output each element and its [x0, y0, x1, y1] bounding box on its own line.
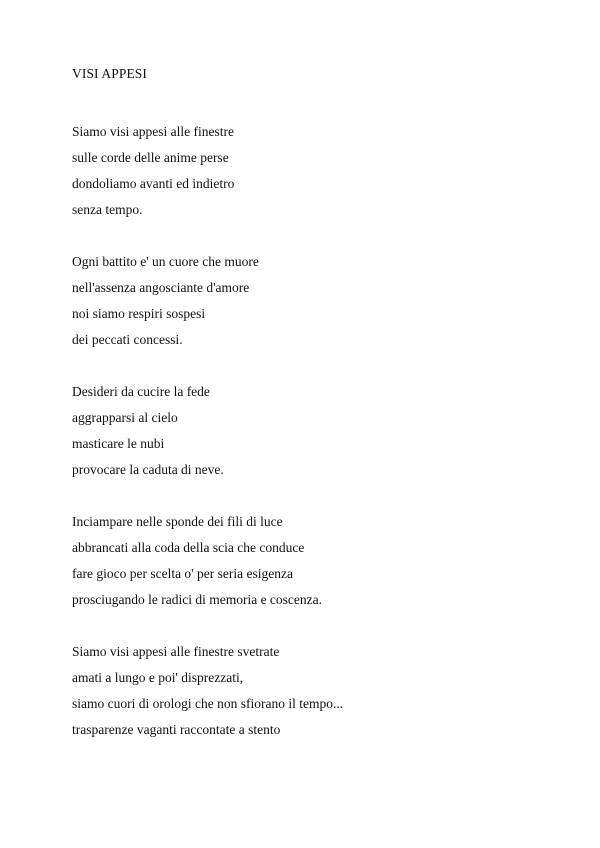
- poem-line: senza tempo.: [72, 202, 143, 218]
- poem-line: dondoliamo avanti ed indietro: [72, 176, 235, 192]
- poem-line: Siamo visi appesi alle finestre svetrate: [72, 643, 280, 659]
- stanza-2: [72, 249, 552, 353]
- poem-line: abbrancati alla coda della scia che conduce: [72, 539, 305, 555]
- poem-line: fare gioco per scelta o' per seria esigenza: [72, 565, 293, 581]
- stanza-1: [72, 119, 552, 223]
- poem-line: trasparenze vaganti raccontate a stento: [72, 721, 281, 737]
- stanza-4: [72, 509, 552, 613]
- poem-line: siamo cuori di orologi che non sfiorano il tempo...: [72, 695, 344, 711]
- poem-line: Siamo visi appesi alle finestre: [72, 124, 234, 139]
- poem-line: noi siamo respiri sospesi: [72, 306, 206, 322]
- poem-line: Inciampare nelle sponde dei fili di luce: [72, 513, 283, 529]
- poem-line: dei peccati concessi.: [72, 332, 183, 348]
- poem-line: sulle corde delle anime perse: [72, 150, 229, 166]
- poem-title: VISI APPESI: [72, 66, 147, 81]
- poem-line: aggrapparsi al cielo: [72, 409, 178, 425]
- stanza-3: [72, 379, 552, 483]
- poem-line: Desideri da cucire la fede: [72, 383, 210, 399]
- stanza-5: [72, 639, 552, 743]
- poem-line: Ogni battito e' un cuore che muore: [72, 253, 259, 269]
- poem-line: masticare le nubi: [72, 435, 165, 451]
- poem-line: nell'assenza angosciante d'amore: [72, 279, 250, 295]
- poem-line: prosciugando le radici di memoria e coscenza.: [72, 591, 323, 607]
- poem-line: provocare la caduta di neve.: [72, 462, 224, 478]
- poem-body: [72, 119, 552, 768]
- poem-line: amati a lungo e poi' disprezzati,: [72, 669, 244, 685]
